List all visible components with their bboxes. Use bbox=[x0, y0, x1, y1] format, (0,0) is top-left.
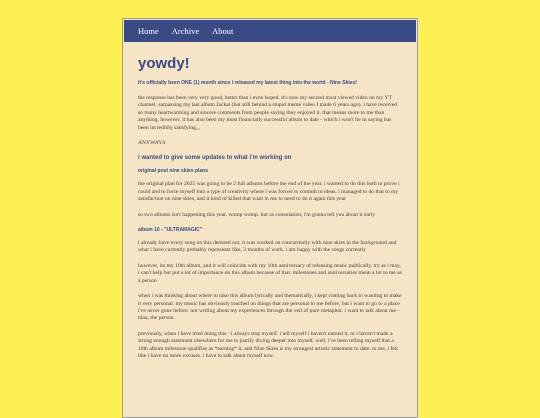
post-content bbox=[138, 55, 403, 368]
paragraph-10th-album: however, its my 10th album, and it will coincide with my 10th anniversary of releasing music publically. try as i may, i can't help but put a lot of importance on this album because of that. milestones and anniversaries mean a lot to me as a person bbox=[138, 262, 402, 284]
paragraph-original-plan: the original plan for 2025 was going to be 2 full albums before the end of the year. i wanted to do this both to prove i could and to force myself into a type of creativity where i was forced to commit to ideas. i managed to do that to my satisfaction on nine skies, and it kind of killed that want in me to need to do it again this year bbox=[138, 181, 400, 203]
subheading-album-10: album 10 - "ULTRAMAGIC" bbox=[138, 227, 203, 234]
top-nav bbox=[124, 20, 416, 42]
nav-about-link[interactable]: About bbox=[212, 26, 234, 36]
section-heading-updates: i wanted to give some updates to what i'm working on bbox=[138, 155, 292, 162]
paragraph-anyways: ANYWAYS bbox=[138, 140, 166, 147]
nav-archive-link[interactable]: Archive bbox=[171, 26, 200, 36]
nav-home-link[interactable]: Home bbox=[138, 26, 159, 36]
paragraph-previously: previously, when i have tried doing this - i always stop myself. i tell myself i haven't earned it, or i haven't made a strong enough statement elsewhere for me to justify diving deeper into myself. well, i've been telling myself that a 10th album milestone qualifies as *earning* it, and Nine Skies is my strongest artistic statement to date. to me, i felt like i have no more excuses. i have to talk about myself now bbox=[138, 330, 398, 359]
subheading-original-plans: original post nine skies plans bbox=[138, 168, 209, 175]
paragraph-personal: when i was thinking about where to take this album lyrically and thematically, i kept coming back to wanting to make it very personal. my music has obviously touched on things that are personal to me before, but i want to go to a place i've never gone before. not writing about my experiences through the veil of pure metaphor. i want to talk about me - nina, the person. bbox=[138, 293, 402, 322]
paragraph-two-albums: so two albums isn't happening this year. womp womp. but as consolation, i'm gonna tell you about it early bbox=[138, 211, 376, 218]
post-title: yowdy! bbox=[138, 55, 190, 72]
paragraph-response: the response has been very very good, better than i even hoped. it's now my second most viewed video on my YT channel, surpassing my last album Jackal (but still behind a stupid meme video I made 6 years ago). i have received so many heartwarming and sincere comments from people saying they enjoyed it. that means more to me than anything. however, it has also been my most financially successful album to date - which i won't lie in saying has been incredibly satisfying,,, bbox=[138, 95, 398, 131]
post-subtitle: it's officially been ONE (1) month since i released my latest thing into the world - Nine Skies! bbox=[138, 80, 358, 86]
paragraph-demoed: i already have every song on this demoed out. it was worked on concurrently with nine skies in the background and what i have currently probably represents like, 3 months of work. i am happy with the songs currently bbox=[138, 240, 397, 254]
blog-window bbox=[122, 18, 418, 418]
